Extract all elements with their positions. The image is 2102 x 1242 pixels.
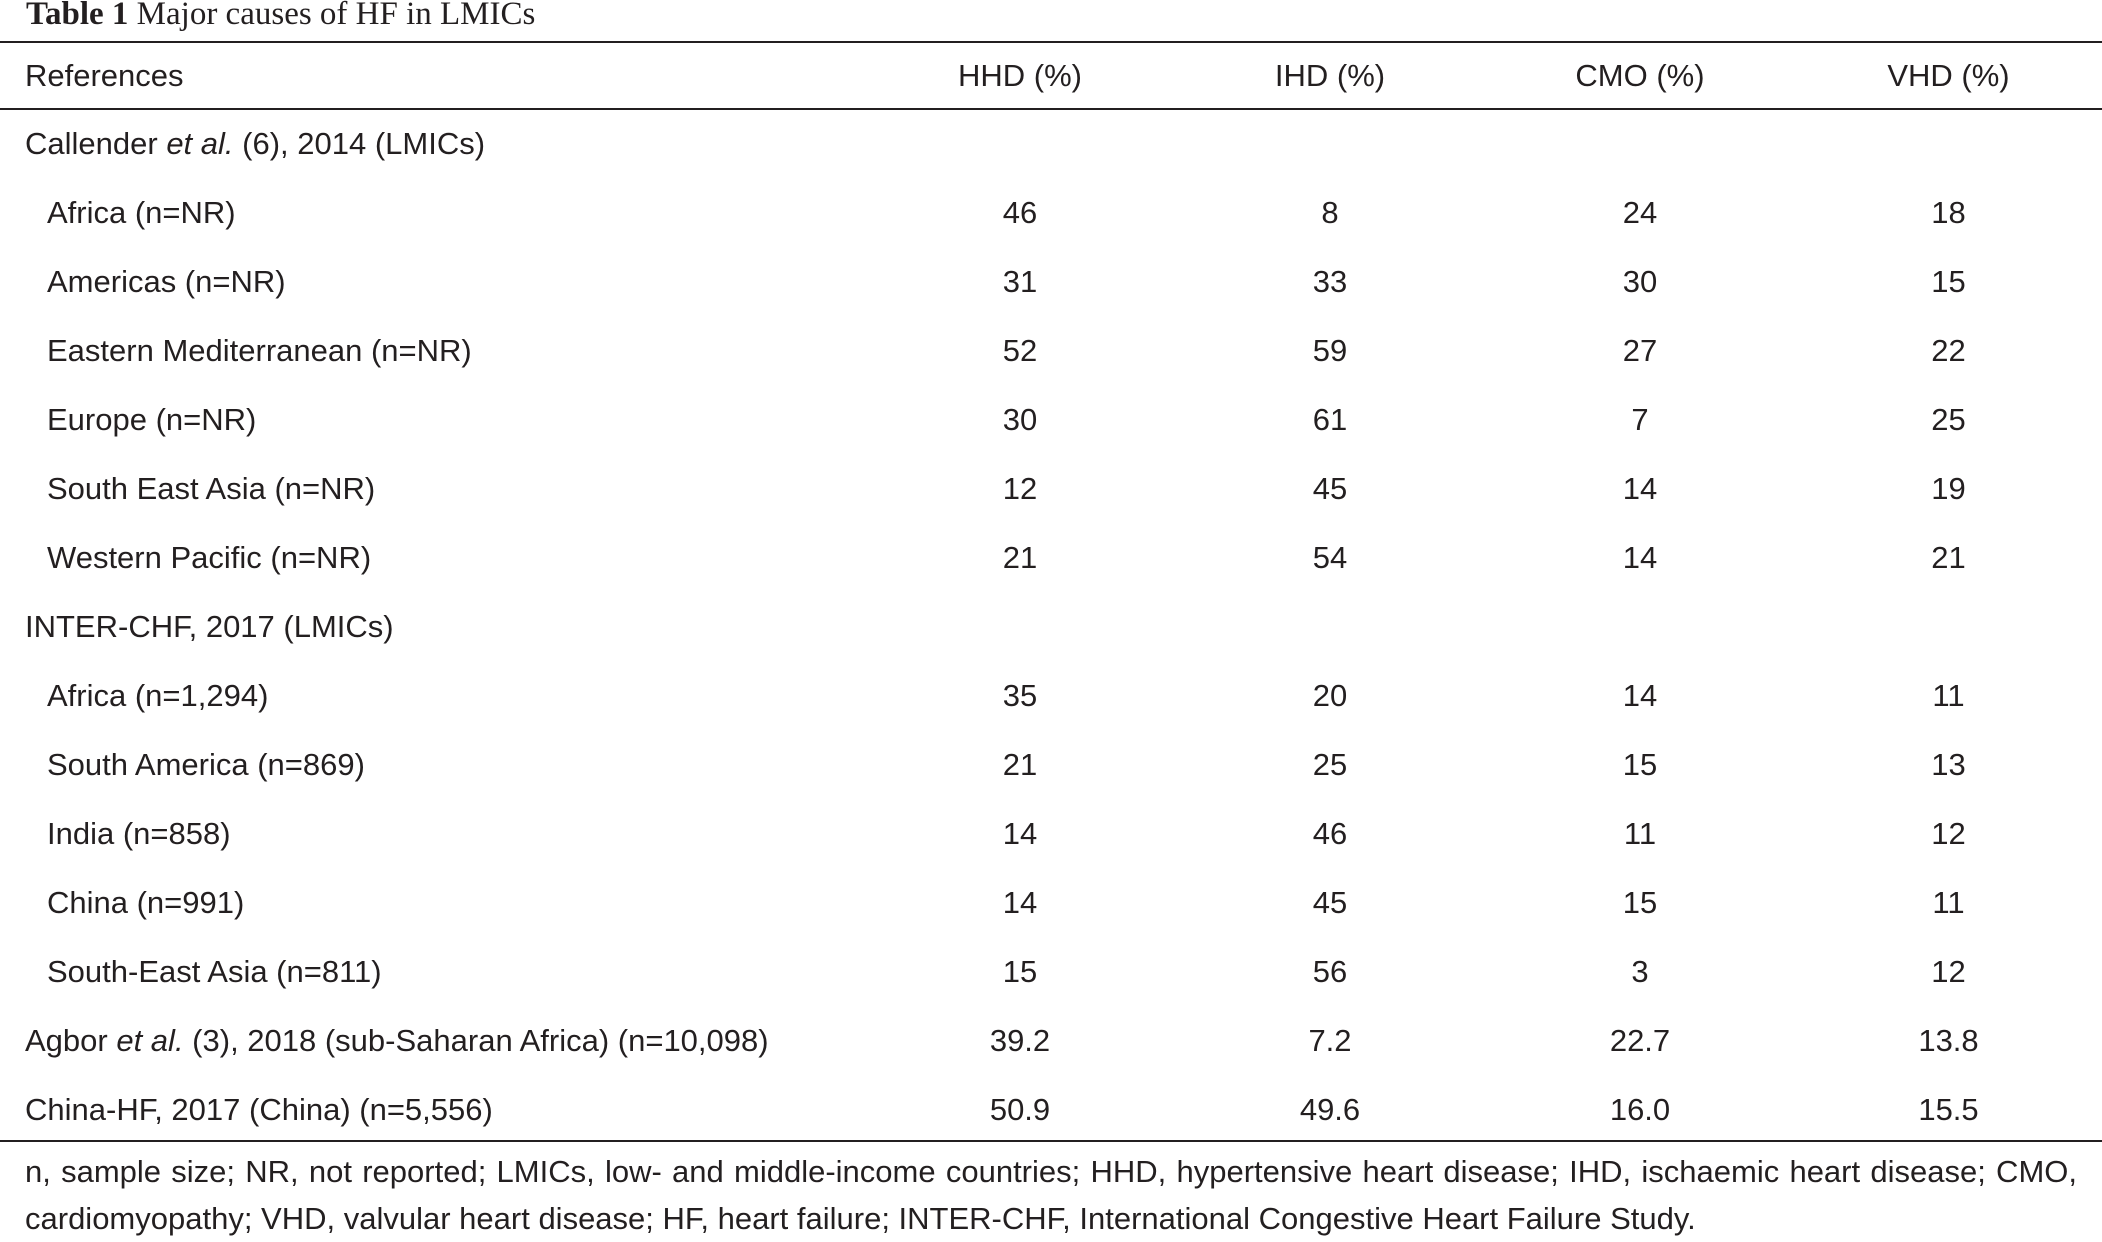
cell-ihd: 25	[1312, 746, 1348, 782]
cell-vhd: 25	[1931, 401, 1966, 437]
cell-cmo: 15	[1622, 884, 1658, 920]
cell-ihd: 8	[1321, 194, 1339, 230]
cell-hhd: 31	[1002, 263, 1038, 299]
table-header-row	[0, 42, 2102, 109]
table-footnote: n, sample size; NR, not reported; LMICs, low- and middle-income countries; HHD, hypertensive heart disease; IHD, ischaemic heart disease; CMO, cardiomyopathy; VHD, valvular heart disease; HF, heart failure; INTER-CHF, International Congestive Heart Failure Study.	[25, 1154, 2077, 1236]
group-title-inter-chf: INTER-CHF, 2017 (LMICs)	[25, 608, 394, 644]
cell-ihd: 7.2	[1308, 1022, 1352, 1058]
cell-cmo: 14	[1622, 539, 1658, 575]
header-cmo: CMO (%)	[1575, 57, 1705, 93]
cell-ihd: 33	[1312, 263, 1348, 299]
cell-ihd: 59	[1312, 332, 1348, 368]
row-label: South America (n=869)	[47, 746, 365, 782]
group-title-callender: Callender et al. (6), 2014 (LMICs)	[25, 125, 486, 161]
cell-hhd: 46	[1002, 194, 1038, 230]
cell-cmo: 14	[1622, 470, 1658, 506]
cell-cmo: 16.0	[1609, 1091, 1671, 1127]
cell-vhd: 13.8	[1918, 1022, 1979, 1058]
table-row	[0, 730, 2102, 799]
cell-vhd: 15	[1931, 263, 1966, 299]
table-row	[0, 523, 2102, 592]
cell-ihd: 45	[1312, 470, 1348, 506]
row-label: Eastern Mediterranean (n=NR)	[47, 332, 472, 368]
row-label-agbor: Agbor et al. (3), 2018 (sub-Saharan Africa) (n=10,098)	[25, 1022, 769, 1058]
table-row	[0, 1075, 2102, 1144]
table-row	[0, 454, 2102, 523]
table-row	[0, 1006, 2102, 1075]
row-label: Western Pacific (n=NR)	[47, 539, 372, 575]
cell-ihd: 56	[1312, 953, 1348, 989]
header-references: References	[25, 57, 184, 93]
row-label: China (n=991)	[47, 884, 245, 920]
cell-vhd: 19	[1931, 470, 1966, 506]
cell-vhd: 11	[1932, 884, 1965, 920]
cell-hhd: 12	[1002, 470, 1038, 506]
cell-vhd: 11	[1932, 677, 1965, 713]
cell-cmo: 22.7	[1609, 1022, 1671, 1058]
cell-hhd: 21	[1002, 746, 1038, 782]
row-label: Americas (n=NR)	[47, 263, 286, 299]
cell-hhd: 39.2	[989, 1022, 1051, 1058]
cell-ihd: 54	[1312, 539, 1348, 575]
row-label: India (n=858)	[47, 815, 231, 851]
table-row	[0, 799, 2102, 868]
cell-cmo: 27	[1622, 332, 1658, 368]
cell-hhd: 30	[1002, 401, 1038, 437]
cell-cmo: 24	[1622, 194, 1658, 230]
cell-vhd: 18	[1931, 194, 1966, 230]
header-hhd: HHD (%)	[958, 57, 1082, 93]
cell-cmo: 3	[1631, 953, 1649, 989]
cell-ihd: 46	[1312, 815, 1348, 851]
table-row	[0, 937, 2102, 1006]
table-row	[0, 385, 2102, 454]
group-title-row	[0, 109, 2102, 178]
row-label-china-hf: China-HF, 2017 (China) (n=5,556)	[25, 1091, 493, 1127]
table-row	[0, 661, 2102, 730]
cell-hhd: 14	[1002, 884, 1038, 920]
cell-ihd: 20	[1312, 677, 1348, 713]
cell-hhd: 21	[1002, 539, 1038, 575]
header-ihd: IHD (%)	[1274, 57, 1386, 93]
cell-hhd: 52	[1002, 332, 1038, 368]
cell-vhd: 13	[1931, 746, 1966, 782]
cell-vhd: 22	[1931, 332, 1966, 368]
row-label: South-East Asia (n=811)	[47, 953, 382, 989]
table-caption-label: Table 1	[26, 0, 129, 32]
cell-cmo: 15	[1622, 746, 1658, 782]
table-row	[0, 178, 2102, 247]
row-label: Africa (n=NR)	[47, 194, 236, 230]
table-row	[0, 247, 2102, 316]
cell-hhd: 15	[1002, 953, 1038, 989]
cell-hhd: 50.9	[989, 1091, 1051, 1127]
table-row	[0, 868, 2102, 937]
causes-table	[0, 42, 2102, 1144]
table-caption	[26, 0, 535, 36]
cell-hhd: 35	[1002, 677, 1038, 713]
cell-vhd: 12	[1931, 815, 1966, 851]
cell-vhd: 21	[1931, 539, 1966, 575]
cell-cmo: 7	[1631, 401, 1649, 437]
cell-ihd: 49.6	[1299, 1091, 1361, 1127]
header-vhd: VHD (%)	[1887, 57, 2010, 93]
cell-hhd: 14	[1002, 815, 1038, 851]
row-label: Europe (n=NR)	[47, 401, 257, 437]
group-title-row	[0, 592, 2102, 661]
cell-vhd: 12	[1931, 953, 1966, 989]
cell-ihd: 45	[1312, 884, 1348, 920]
table-caption-title: Major causes of HF in LMICs	[136, 0, 536, 32]
row-label: Africa (n=1,294)	[47, 677, 269, 713]
cell-cmo: 30	[1622, 263, 1658, 299]
row-label: South East Asia (n=NR)	[47, 470, 376, 506]
cell-ihd: 61	[1312, 401, 1348, 437]
table-row	[0, 316, 2102, 385]
cell-cmo: 14	[1622, 677, 1658, 713]
cell-cmo: 11	[1623, 815, 1657, 851]
cell-vhd: 15.5	[1918, 1091, 1979, 1127]
